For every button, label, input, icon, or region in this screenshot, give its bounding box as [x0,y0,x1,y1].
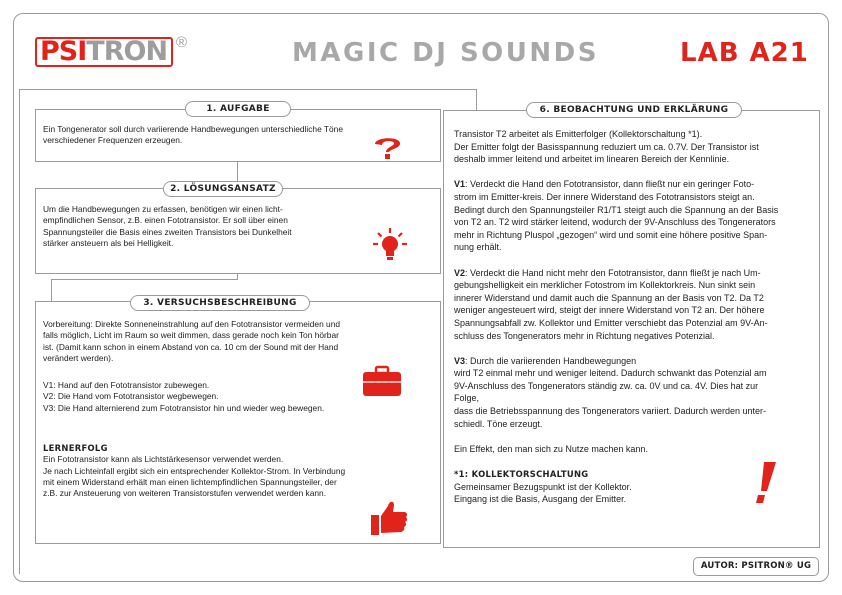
versuch-step: V2: Die Hand vom Fototransistor wegbewegen. [43,391,219,402]
versuch-line: falls möglich, Licht im Raum so weit dimmen, dass gerade noch kein Ton hörbar [43,330,339,341]
loesung-line: empfindlichen Sensor, z.B. einen Fototransistor. Er soll über einen [43,215,288,226]
beobachtung-intro-line: Transistor T2 arbeitet als Emitterfolger (Kollektorschaltung *1). [454,129,703,139]
v1-line: von T2 an. T2 wird stärker leitend, wodurch der 9V-Anschluss des Tongenerators [454,217,776,228]
connector-line [237,273,238,280]
author-badge: AUTOR: PSITRON® UG [693,557,819,576]
v3-paragraph [454,355,782,368]
lernerfolg-title: LERNERFOLG [43,443,108,453]
versuch-label: 3. VERSUCHSBESCHREIBUNG [130,295,310,311]
thumbs-up-icon [369,497,409,539]
connector-line [476,89,477,110]
versuch-intro [43,319,388,364]
v3-line: schiedl. Töne erzeugt. [454,418,543,429]
logo-registered: ® [176,34,188,51]
connector-line [51,279,237,280]
v2-line: gebungshelligkeit ein merklicher Fotostrom im Kollektorkreis. Nun sinkt sein [454,280,756,291]
v1-line: : Verdeckt die Hand den Fototransistor, dann fließt nur ein geringer Foto- [465,179,755,190]
lightbulb-icon [372,226,408,266]
connector-line [19,89,20,574]
v3-head: V3 [454,355,466,366]
effekt-line: Ein Effekt, den man sich zu Nutze machen kann. [454,443,648,454]
connector-line [51,279,52,301]
v2-line: schluss des Tongenerators mehr in Richtung negatives Potenzial. [454,330,715,341]
aufgabe-text [43,124,383,147]
logo-tron: TRON [86,36,168,67]
v2-head: V2 [454,267,466,278]
loesung-text [43,204,373,249]
beobachtung-label: 6. BEOBACHTUNG UND ERKLÄRUNG [526,102,742,118]
versuch-steps [43,380,388,414]
v2-line: Spannungsabfall zw. Kollektor und Emitter verschiebt das Potenzial am 9V-An- [454,317,768,328]
v1-line: mehr in Richtung Pluspol „gezogen“ wird und somit eine höhere positive Span- [454,229,768,240]
versuch-step: V1: Hand auf den Fototransistor zubewegen. [43,380,210,390]
v3-line: wird T2 einmal mehr und weniger leitend. Dadurch schwankt das Potenzial am [454,368,767,379]
lernerfolg-block [43,443,403,499]
versuch-line: verändert werden). [43,352,114,363]
lernerfolg-line: Je nach Lichteinfall ergibt sich ein entsprechender Kollektor-Strom. In Verbindung [43,465,346,476]
v3-line: dass die Betriebsspannung des Tongenerators variiert. Dadurch werden unter- [454,406,767,417]
kollektor-note-line: Gemeinsamer Bezugspunkt ist der Kollektor. [454,481,632,492]
briefcase-icon [361,364,403,398]
lernerfolg-line: z.B. zur Ansteuerung von weiteren Transistorstufen verwendet werden kann. [43,488,327,499]
question-mark-icon [371,135,405,161]
loesung-label: 2. LÖSUNGSANSATZ [163,181,283,197]
v2-paragraph [454,267,782,280]
v1-line: nung erhält. [454,242,502,253]
versuch-line: ist. (Damit kann schon in einem Abstand von ca. 10 cm der Sound mit der Hand [43,341,339,352]
kollektor-note-title: *1: KOLLEKTORSCHALTUNG [454,469,589,480]
versuch-line: Vorbereitung: Direkte Sonneneinstrahlung auf den Fototransistor vermeiden und [43,319,341,329]
v2-line: : Verdeckt die Hand nicht mehr den Fototransistor, dann fließt je nach Um- [465,267,761,278]
v1-line: Bedingt durch den Spannungsteiler R1/T1 steigt auch die Spannung an der Basis [454,204,779,215]
v3-line: : Durch die variierenden Handbewegungen [465,355,637,366]
beobachtung-intro-line: deshalb immer leitend und arbeitet im linearen Bereich der Kennlinie. [454,154,730,165]
versuch-step: V3: Die Hand alternierend zum Fototransistor hin und wieder weg bewegen. [43,402,325,413]
connector-line [19,89,476,90]
v1-paragraph [454,178,782,191]
page-title: MAGIC DJ SOUNDS [292,38,599,68]
v1-line: strom im Emitter-kreis. Der innere Widerstand des Fototransistors steigt an. [454,191,755,202]
logo-psi: PSI [40,36,87,67]
logo-box [35,37,173,67]
lernerfolg-line: Ein Fototransistor kann als Lichtstärkesensor verwendet werden. [43,454,284,465]
aufgabe-line: verschiedener Frequenzen erzeugen. [43,135,183,146]
loesung-line: stärker ansteuern als bei Helligkeit. [43,237,174,248]
aufgabe-line: Ein Tongenerator soll durch variierende Handbewegungen unterschiedliche Töne [43,124,343,134]
beobachtung-intro-line: Der Emitter folgt der Basisspannung reduziert um ca. 0.7V. Der Transistor ist [454,141,759,152]
exclamation-icon [752,460,778,506]
beobachtung-text [454,128,782,506]
v2-line: innerer Widerstand und damit auch die Spannung an der Basis von T2. Da T2 [454,292,764,303]
psitron-logo [35,34,188,69]
v1-head: V1 [454,179,466,190]
kollektor-note-line: Eingang ist die Basis, Ausgang der Emitter. [454,494,627,505]
loesung-line: Spannungsteiler die Basis eines zweiten Transistors bei Dunkelheit [43,226,292,237]
lernerfolg-line: mit einem Widerstand erhält man einen lichtempfindlichen Spannungsteiler, der [43,476,337,487]
aufgabe-label: 1. AUFGABE [185,101,291,117]
loesung-line: Um die Handbewegungen zu erfassen, benötigen wir einen licht- [43,204,283,214]
v3-line: 9V-Anschluss des Tongenerators ständig zw. ca. 0V und ca. 4V. Dies hat zur Folge, [454,380,759,404]
lab-number: LAB A21 [680,38,809,68]
v2-line: weniger angesteuert wird, steigt der innere Widerstand von T2 an. Der höhere [454,305,765,316]
